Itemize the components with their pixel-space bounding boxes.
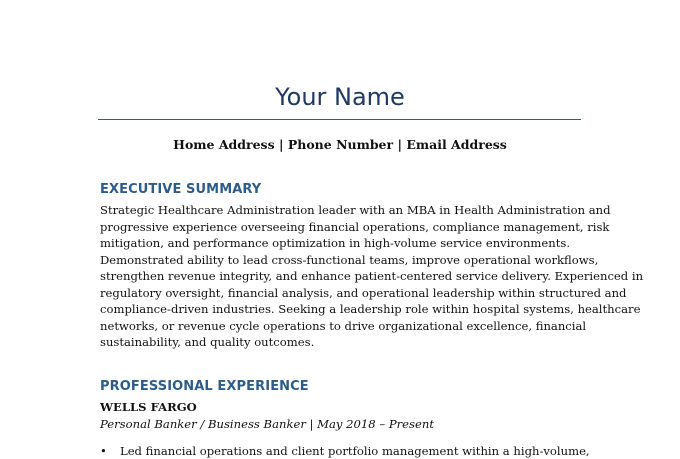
summary-line: networks, or revenue cycle operations to drive organizational excellence, financial	[100, 318, 587, 333]
contact-line: Home Address | Phone Number | Email Address	[173, 137, 507, 152]
experience-bullet	[100, 443, 590, 459]
bullet-text: Led financial operations and client portfolio management within a high-volume,	[120, 444, 590, 458]
summary-line: sustainability, and quality outcomes.	[100, 335, 315, 349]
summary-line: Demonstrated ability to lead cross-functional teams, improve operational workflows,	[100, 252, 599, 267]
name-divider-rule	[98, 119, 581, 120]
candidate-name: Your Name	[275, 83, 405, 111]
summary-line: compliance-driven industries. Seeking a leadership role within hospital systems, healthcare	[100, 302, 641, 316]
summary-line: strengthen revenue integrity, and enhance patient-centered service delivery. Experienced in	[100, 269, 644, 283]
executive-summary-text	[100, 202, 644, 351]
executive-summary-heading: EXECUTIVE SUMMARY	[100, 182, 262, 197]
summary-line: regulatory oversight, financial analysis, and operational leadership within structured and	[100, 285, 627, 300]
job-title-dates: Personal Banker / Business Banker | May 2018 – Present	[100, 417, 434, 431]
summary-line: mitigation, and performance optimization in high-volume service environments.	[100, 236, 571, 250]
summary-line: progressive experience overseeing financial operations, compliance management, risk	[100, 219, 610, 234]
bullet-dot-icon: •	[100, 444, 107, 458]
professional-experience-heading: PROFESSIONAL EXPERIENCE	[100, 379, 309, 394]
summary-line: Strategic Healthcare Administration leader with an MBA in Health Administration and	[100, 203, 611, 217]
company-name: WELLS FARGO	[100, 400, 197, 414]
